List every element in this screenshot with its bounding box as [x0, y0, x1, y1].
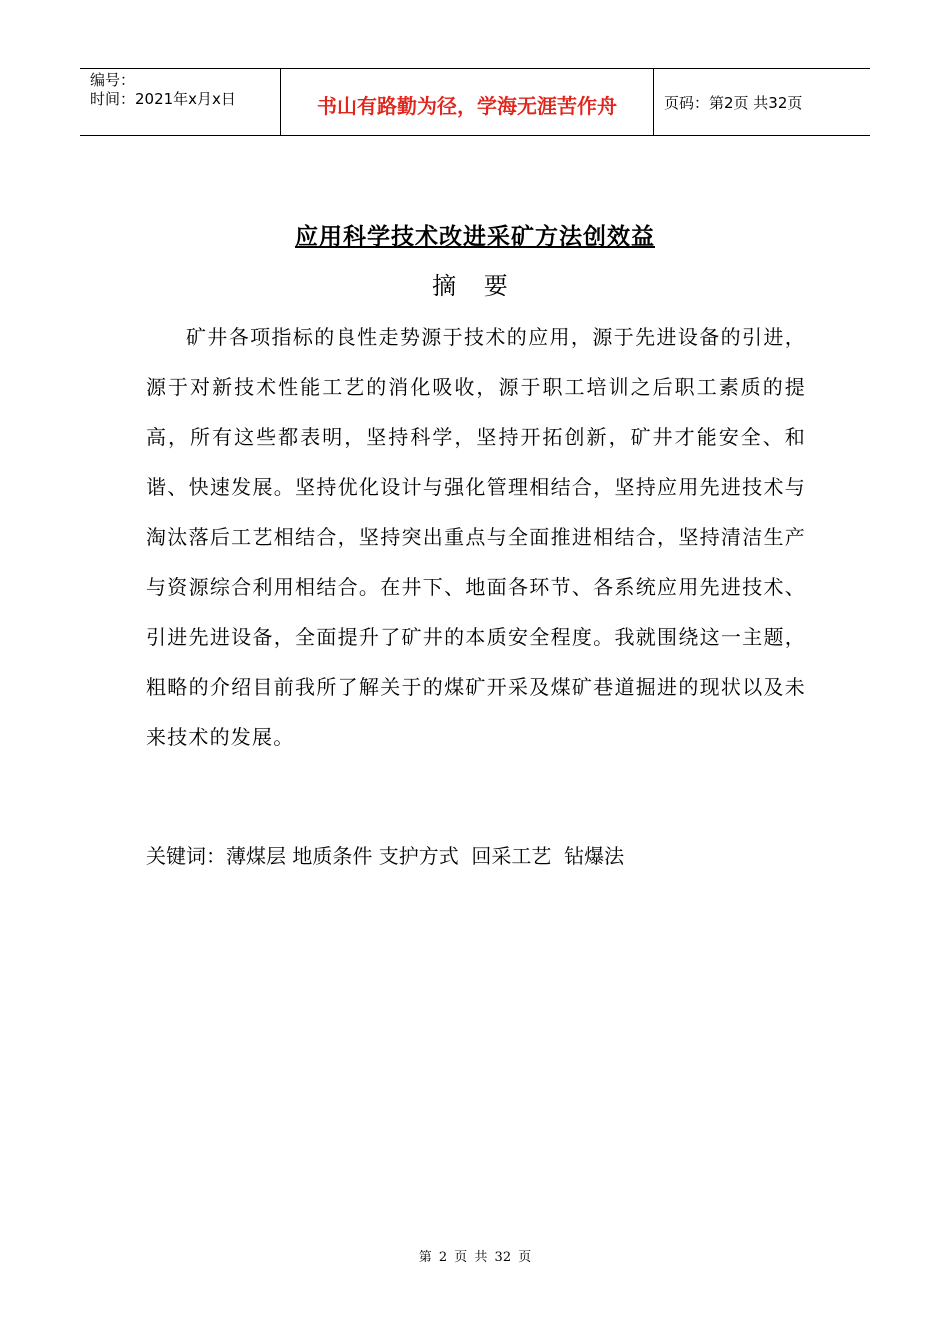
page-header — [80, 68, 870, 136]
header-page-label: 页码：第2页 共32页 — [664, 93, 803, 112]
keywords-line: 关键词：薄煤层 地质条件 支护方式 回采工艺 钻爆法 — [146, 844, 625, 868]
abstract-body: 矿井各项指标的良性走势源于技术的应用，源于先进设备的引进，源于对新技术性能工艺的消化吸收，源于职工培训之后职工素质的提高，所有这些都表明，坚持科学，坚持开拓创新，矿井才能安全、和谐、快速发展。坚持优化设计与强化管理相结合，坚持应用先进技术与淘汰落后工艺相结合，坚持突出重点与全面推进相结合，坚持清洁生产与资源综合利用相结合。在井下、地面各环节、各系统应用先进技术、引进先进设备，全面提升了矿井的本质安全程度。我就围绕这一主题，粗略的介绍目前我所了解关于的煤矿开采及煤矿巷道掘进的现状以及未来技术的发展。 — [146, 325, 806, 749]
header-meta — [80, 69, 281, 135]
document-number-label: 编号： — [90, 71, 136, 89]
document-title: 应用科学技术改进采矿方法创效益 — [295, 223, 655, 250]
header-motto: 书山有路勤为径，学海无涯苦作舟 — [281, 69, 654, 135]
abstract-heading: 摘 要 — [432, 272, 518, 300]
page-footer: 第 2 页 共 32 页 — [418, 1250, 532, 1265]
document-date-label: 时间：2021年x月x日 — [90, 90, 236, 108]
